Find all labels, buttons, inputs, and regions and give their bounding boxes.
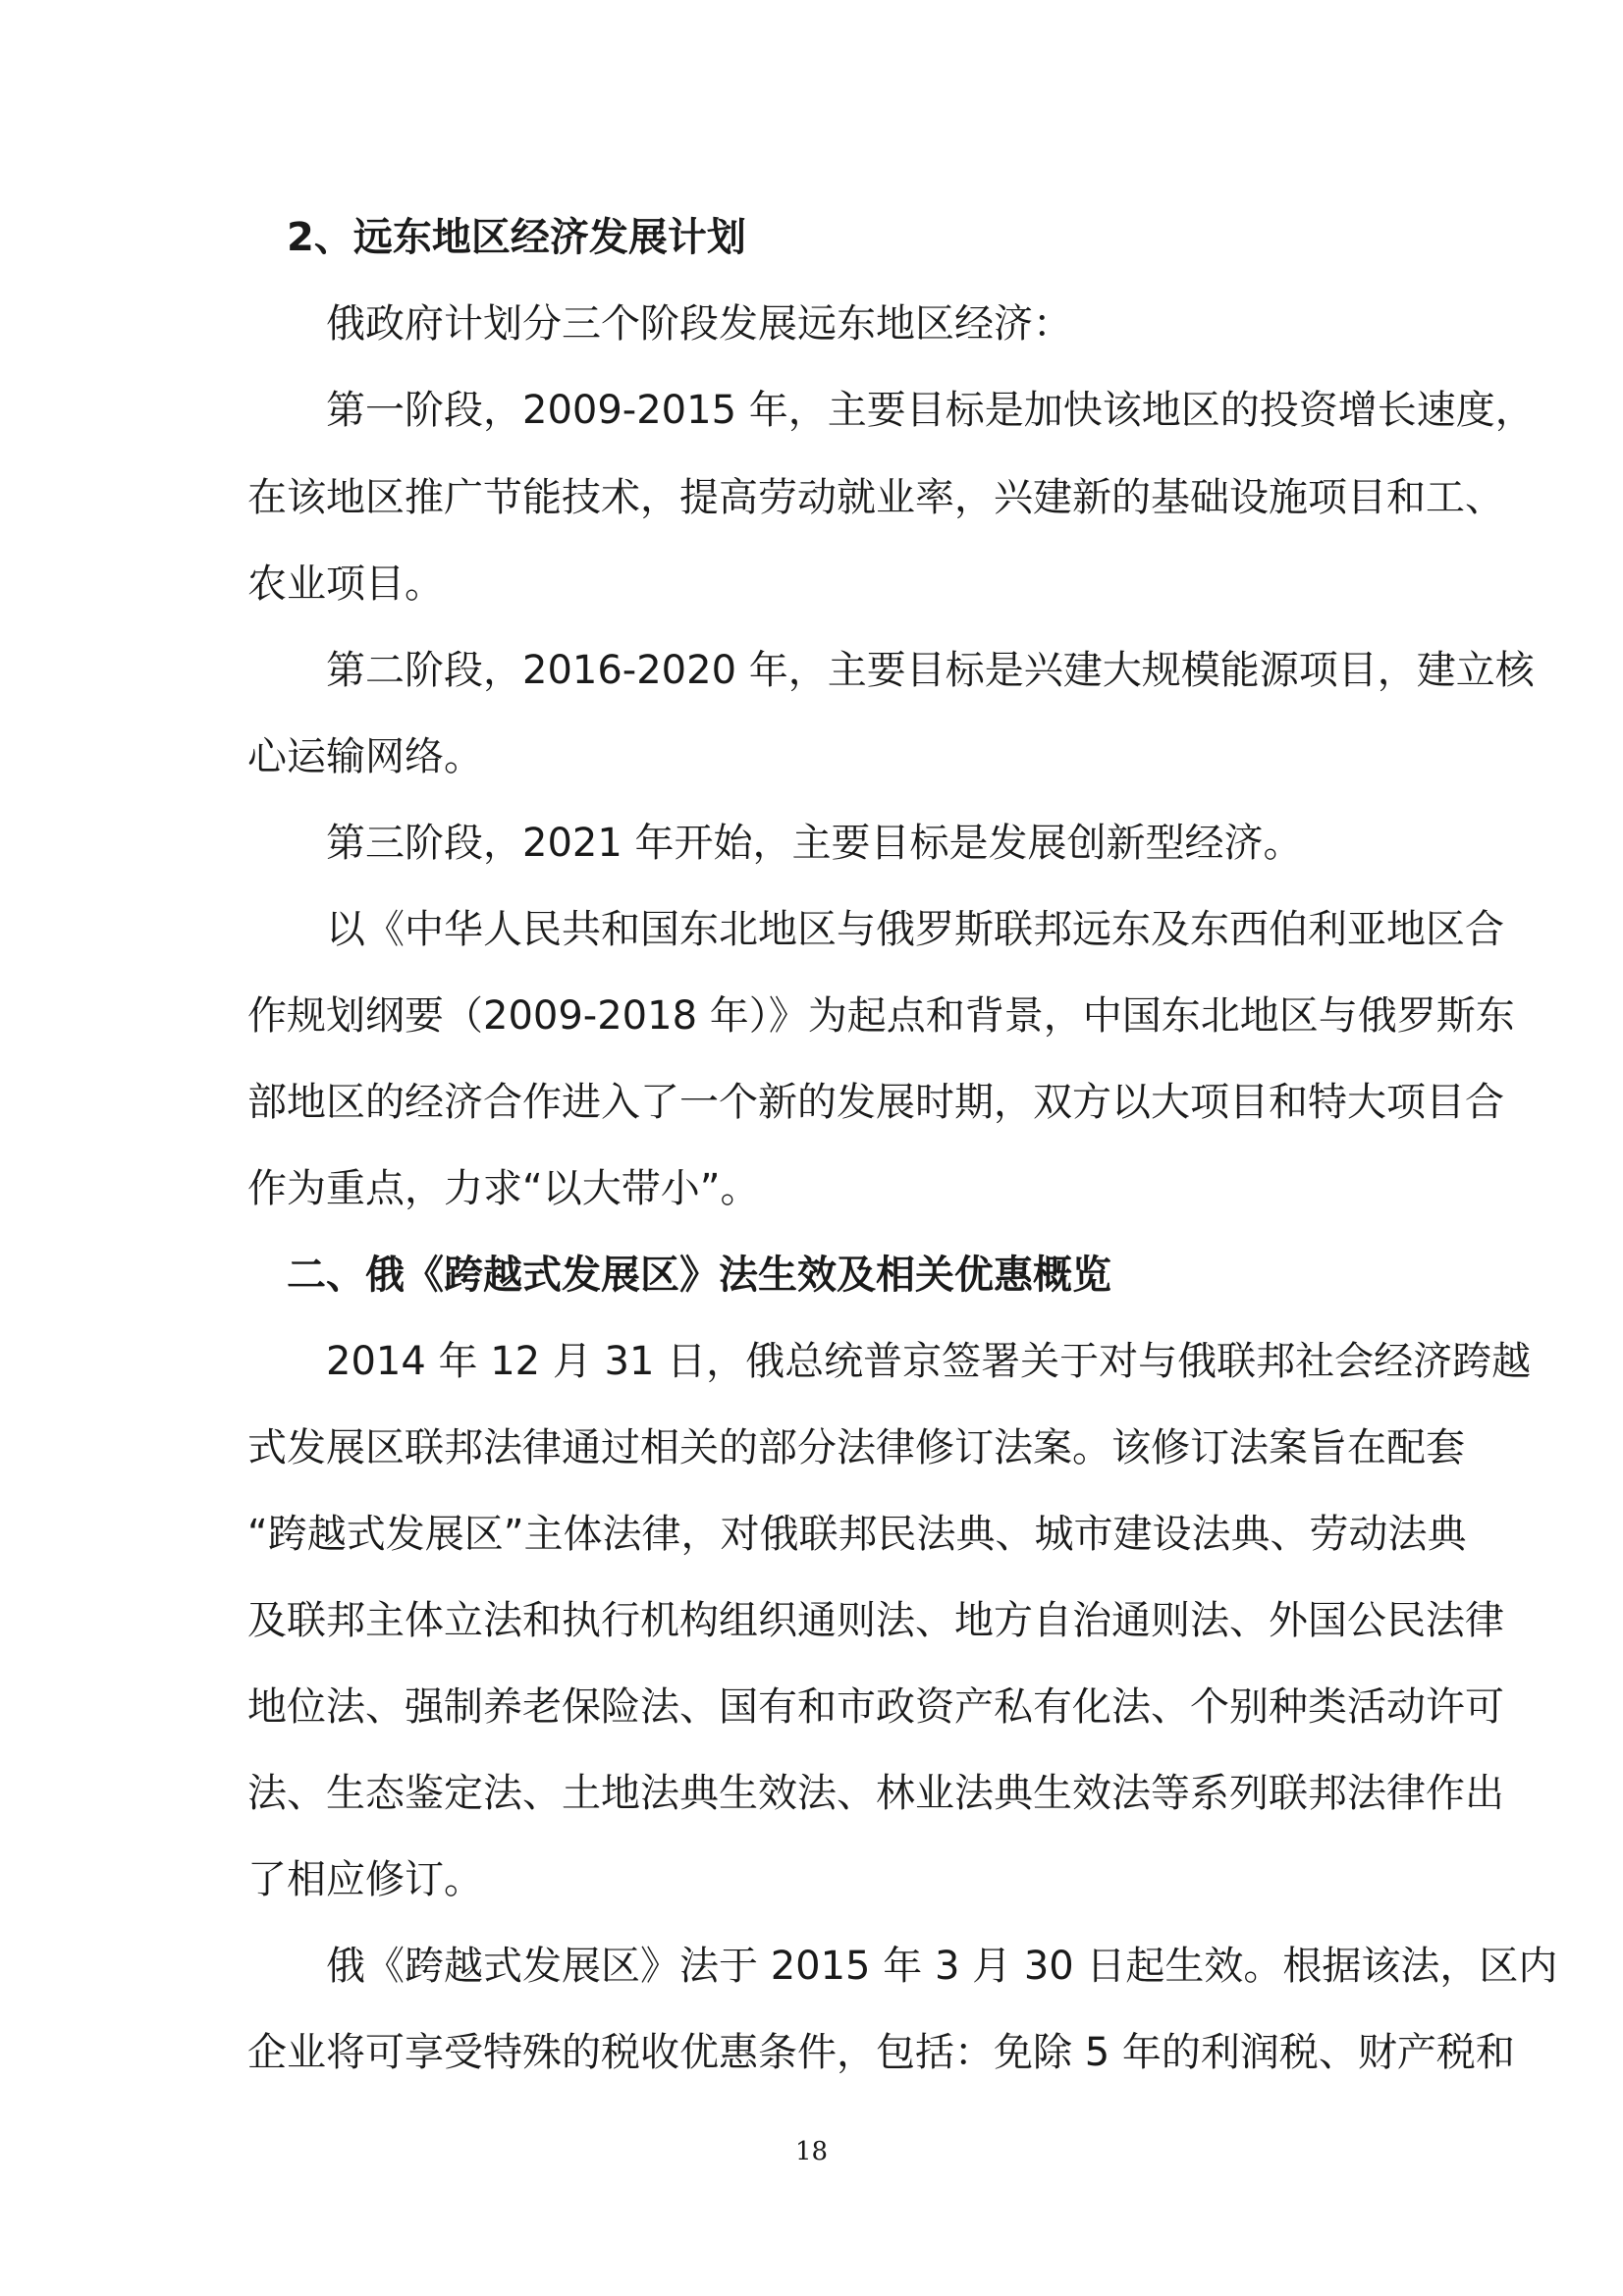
- paragraph-line: 企业将可享受特殊的税收优惠条件，包括：免除 5 年的利润税、财产税和: [247, 2030, 1515, 2075]
- section-heading: 二、俄《跨越式发展区》法生效及相关优惠概览: [247, 1253, 1111, 1298]
- paragraph-line: 在该地区推广节能技术，提高劳动就业率，兴建新的基础设施项目和工、: [247, 475, 1504, 520]
- paragraph-line: 及联邦主体立法和执行机构组织通则法、地方自治通则法、外国公民法律: [247, 1598, 1504, 1643]
- paragraph-line: 农业项目。: [247, 561, 444, 607]
- section-heading: 2、远东地区经济发展计划: [247, 215, 746, 260]
- paragraph-line: 第三阶段，2021 年开始，主要目标是发展创新型经济。: [247, 821, 1303, 866]
- paragraph-line: 作为重点，力求“以大带小”。: [247, 1166, 760, 1211]
- paragraph-line: 第一阶段，2009-2015 年，主要目标是加快该地区的投资增长速度，: [247, 388, 1535, 433]
- paragraph-line: 法、生态鉴定法、土地法典生效法、林业法典生效法等系列联邦法律作出: [247, 1771, 1504, 1816]
- paragraph-line: 俄《跨越式发展区》法于 2015 年 3 月 30 日起生效。根据该法，区内: [247, 1944, 1558, 1989]
- paragraph-line: 以《中华人民共和国东北地区与俄罗斯联邦远东及东西伯利亚地区合: [247, 907, 1504, 952]
- page-number: 18: [794, 2137, 829, 2166]
- paragraph-line: 作规划纲要（2009-2018 年）》为起点和背景，中国东北地区与俄罗斯东: [247, 993, 1515, 1039]
- paragraph-line: “跨越式发展区”主体法律，对俄联邦民法典、城市建设法典、劳动法典: [247, 1512, 1467, 1557]
- paragraph-line: 心运输网络。: [247, 734, 483, 779]
- paragraph-line: 2014 年 12 月 31 日，俄总统普京签署关于对与俄联邦社会经济跨越: [247, 1339, 1532, 1384]
- paragraph-line: 了相应修订。: [247, 1857, 483, 1902]
- paragraph-line: 俄政府计划分三个阶段发展远东地区经济：: [247, 301, 1072, 347]
- paragraph-line: 第二阶段，2016-2020 年，主要目标是兴建大规模能源项目，建立核: [247, 648, 1535, 693]
- paragraph-line: 部地区的经济合作进入了一个新的发展时期，双方以大项目和特大项目合: [247, 1080, 1504, 1125]
- paragraph-line: 地位法、强制养老保险法、国有和市政资产私有化法、个别种类活动许可: [247, 1684, 1504, 1730]
- paragraph-line: 式发展区联邦法律通过相关的部分法律修订法案。该修订法案旨在配套: [247, 1425, 1465, 1470]
